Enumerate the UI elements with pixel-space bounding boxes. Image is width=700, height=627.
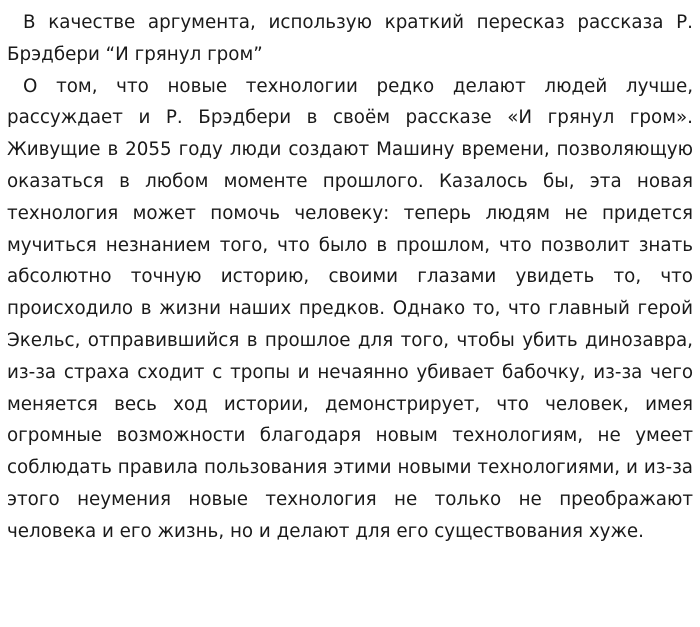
- intro-paragraph: В качестве аргумента, использую краткий пересказ рассказа Р. Брэдбери “И грянул гром”: [7, 12, 693, 65]
- document-body: [7, 7, 693, 548]
- argument-paragraph: О том, что новые технологии редко делают людей лучше, рассуждает и Р. Брэдбери в своём рассказе «И грянул гром». Живущие в 2055 году люди создают Машину времени, позволяющую оказаться в любом моменте прошлого. Казалось бы, эта новая технология может помочь человеку: теперь людям не придется мучиться незнанием того, что было в прошлом, что позволит знать абсолютно точную историю, своими глазами увидеть то, что происходило в жизни наших предков. Однако то, что главный герой Экельс, отправившийся в прошлое для того, чтобы убить динозавра, из-за страха сходит с тропы и нечаянно убивает бабочку, из-за чего меняется весь ход истории, демонстрирует, что человек, имея огромные возможности благодаря новым технологиям, не умеет соблюдать правила пользования этими новыми технологиями, и из-за этого неумения новые технология не только не преображают человека и его жизнь, но и делают для его существования хуже.: [7, 75, 693, 542]
